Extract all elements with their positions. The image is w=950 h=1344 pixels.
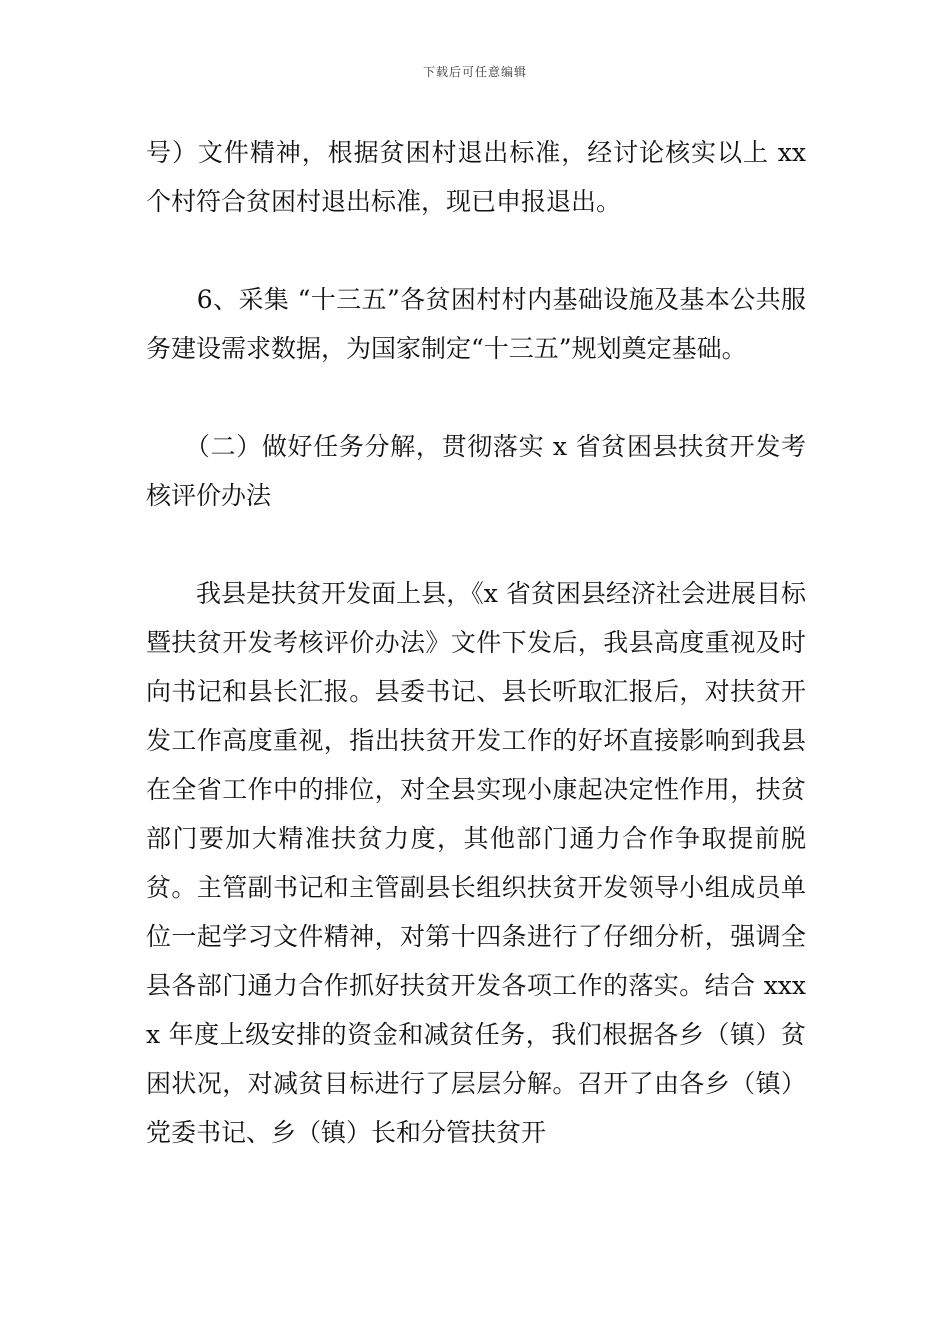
page-header: 下载后可任意编辑 [422, 65, 527, 79]
paragraph-exit-standard: 号）文件精神，根据贫困村退出标准，经讨论核实以上 xx 个村符合贫困村退出标准，现已申报退出。 [146, 138, 806, 216]
paragraph-data-collection: 6、采集 “十三五”各贫困村村内基础设施及基本公共服务建设需求数据，为国家制定“十三五”规划奠定基础。 [146, 285, 806, 363]
paragraph-county-overview: 我县是扶贫开发面上县，《x 省贫困县经济社会进展目标暨扶贫开发考核评价办法》文件下发后，我县高度重视及时向书记和县长汇报。县委书记、县长听取汇报后，对扶贫开发工作高度重视，指出扶贫开发工作的好坏直接影响到我县在全省工作中的排位，对全县实现小康起决定性作用，扶贫部门要加大精准扶贫力度，其他部门通力合作争取提前脱贫。主管副书记和主管副县长组织扶贫开发领导小组成员单位一起学习文件精神，对第十四条进行了仔细分析，强调全县各部门通力合作抓好扶贫开发各项工作的落实。结合 xxxx 年度上级安排的资金和减贫任务，我们根据各乡（镇）贫困状况，对减贫目标进行了层层分解。召开了由各乡（镇）党委书记、乡（镇）长和分管扶贫开 [146, 579, 806, 1147]
section-heading-task-breakdown: （二）做好任务分解，贯彻落实 x 省贫困县扶贫开发考核评价办法 [146, 432, 806, 510]
document-body [146, 128, 806, 1157]
